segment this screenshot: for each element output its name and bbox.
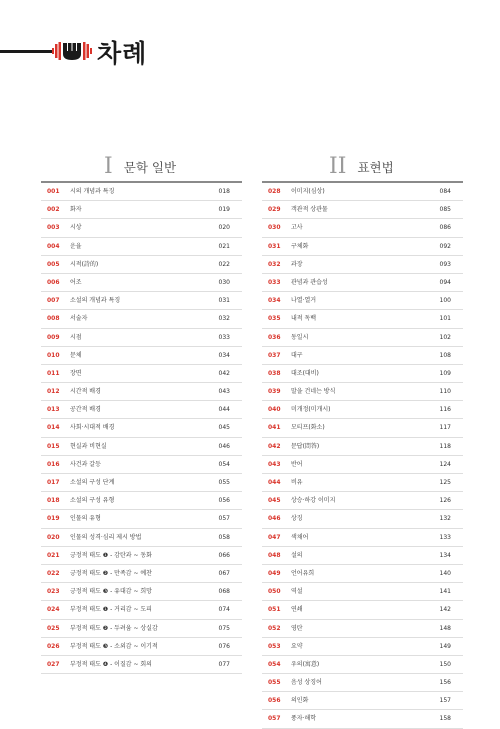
toc-entry-title: 연쇄 xyxy=(291,606,303,614)
toc-entry-title: 문체 xyxy=(70,351,82,359)
toc-row[interactable] xyxy=(262,329,463,347)
toc-entry-page: 020 xyxy=(218,224,230,232)
toc-entry-page: 058 xyxy=(218,533,230,541)
toc-entry-number: 015 xyxy=(47,442,60,450)
toc-entry-number: 057 xyxy=(268,715,281,723)
toc-entry-number: 049 xyxy=(268,569,281,577)
toc-row[interactable] xyxy=(41,310,242,328)
toc-entry-number: 053 xyxy=(268,642,281,650)
toc-entry-number: 047 xyxy=(268,533,281,541)
toc-row[interactable] xyxy=(41,401,242,419)
toc-entry-page: 141 xyxy=(439,588,451,596)
toc-entry-number: 020 xyxy=(47,533,60,541)
toc-row[interactable] xyxy=(262,438,463,456)
toc-row[interactable] xyxy=(262,583,463,601)
toc-entry-number: 001 xyxy=(47,188,60,195)
toc-entry-page: 046 xyxy=(218,442,230,450)
toc-entry-page: 102 xyxy=(439,333,451,341)
toc-entry-title: 음성 상징어 xyxy=(291,679,322,687)
toc-entry-number: 005 xyxy=(47,260,60,268)
toc-row[interactable] xyxy=(262,456,463,474)
toc-entry-page: 076 xyxy=(218,642,230,650)
toc-entry-page: 092 xyxy=(439,242,451,250)
toc-row[interactable] xyxy=(41,474,242,492)
toc-entry-page: 033 xyxy=(218,333,230,341)
toc-row[interactable] xyxy=(41,419,242,437)
toc-row[interactable] xyxy=(41,547,242,565)
toc-entry-title: 우의(寓意) xyxy=(291,660,320,668)
toc-row[interactable] xyxy=(262,565,463,583)
toc-row[interactable] xyxy=(41,256,242,274)
toc-entry-number: 033 xyxy=(268,278,281,286)
toc-entry-number: 024 xyxy=(47,606,60,614)
toc-entry-number: 003 xyxy=(47,224,60,232)
toc-entry-page: 042 xyxy=(218,369,230,377)
dumbbell-fist-icon xyxy=(52,39,92,63)
section-heading-expression xyxy=(329,154,394,178)
toc-entry-title: 시적(詩的) xyxy=(70,260,99,268)
section-title: 문학 일반 xyxy=(123,159,177,175)
header-rule xyxy=(0,50,52,53)
toc-entry-number: 014 xyxy=(47,424,60,432)
section-title: 표현법 xyxy=(357,159,394,175)
page-title: 차례 xyxy=(97,39,148,68)
toc-entry-title: 설의 xyxy=(291,551,303,559)
toc-entry-title: 상승·하강 이미지 xyxy=(291,497,336,505)
toc-entry-number: 054 xyxy=(268,660,281,668)
toc-entry-number: 030 xyxy=(268,224,281,232)
toc-entry-page: 149 xyxy=(439,642,451,650)
toc-entry-number: 051 xyxy=(268,606,281,614)
toc-entry-title: 영탄 xyxy=(291,624,303,632)
toc-entry-title: 시간적 배경 xyxy=(70,388,101,396)
toc-entry-title: 긍정적 태도 ❶ - 감탄과 ~ 동화 xyxy=(70,551,152,559)
toc-entry-title: 소설의 구성 유형 xyxy=(70,497,115,505)
toc-entry-title: 풍자·해학 xyxy=(291,715,317,723)
toc-entry-title: 소설의 구성 단계 xyxy=(70,479,115,486)
toc-row[interactable] xyxy=(262,183,463,201)
toc-entry-page: 055 xyxy=(218,479,230,486)
toc-entry-number: 022 xyxy=(47,569,60,577)
toc-entry-page: 031 xyxy=(218,297,230,305)
toc-row[interactable] xyxy=(41,565,242,583)
toc-entry-page: 125 xyxy=(439,479,451,486)
toc-entry-page: 022 xyxy=(218,260,230,268)
toc-entry-page: 068 xyxy=(218,588,230,596)
toc-entry-page: 057 xyxy=(218,515,230,523)
toc-row[interactable] xyxy=(262,674,463,692)
toc-entry-page: 077 xyxy=(218,660,230,668)
toc-entry-number: 028 xyxy=(268,188,281,195)
toc-entry-number: 009 xyxy=(47,333,60,341)
toc-entry-number: 031 xyxy=(268,242,281,250)
toc-entry-number: 036 xyxy=(268,333,281,341)
toc-entry-page: 044 xyxy=(218,406,230,414)
toc-entry-number: 042 xyxy=(268,442,281,450)
toc-row[interactable] xyxy=(262,601,463,619)
toc-entry-page: 133 xyxy=(439,533,451,541)
toc-entry-title: 시점 xyxy=(70,333,82,341)
toc-row[interactable] xyxy=(41,274,242,292)
toc-entry-number: 011 xyxy=(47,369,60,377)
toc-entry-title: 문답(問答) xyxy=(291,442,320,450)
toc-row[interactable] xyxy=(41,438,242,456)
toc-entry-title: 객관적 상관물 xyxy=(291,206,328,214)
toc-entry-number: 007 xyxy=(47,297,60,305)
toc-row[interactable] xyxy=(41,620,242,638)
toc-row[interactable] xyxy=(262,620,463,638)
roman-numeral: II xyxy=(329,154,347,179)
toc-row[interactable] xyxy=(41,601,242,619)
toc-entry-page: 101 xyxy=(439,315,451,323)
toc-entry-title: 동일시 xyxy=(291,333,309,341)
toc-entry-number: 029 xyxy=(268,206,281,214)
toc-entry-number: 044 xyxy=(268,479,281,486)
toc-entry-number: 045 xyxy=(268,497,281,505)
toc-entry-title: 반어 xyxy=(291,460,303,468)
toc-row[interactable] xyxy=(262,529,463,547)
toc-entry-page: 118 xyxy=(439,442,451,450)
toc-entry-page: 126 xyxy=(439,497,451,505)
toc-entry-title: 색채어 xyxy=(291,533,309,541)
toc-row[interactable] xyxy=(262,274,463,292)
toc-entry-number: 037 xyxy=(268,351,281,359)
toc-entry-number: 056 xyxy=(268,697,281,705)
toc-entry-page: 067 xyxy=(218,569,230,577)
toc-entry-title: 긍정적 태도 ❷ - 만족감 ~ 예찬 xyxy=(70,569,152,577)
toc-entry-page: 110 xyxy=(439,388,451,396)
toc-row[interactable] xyxy=(262,292,463,310)
toc-row[interactable] xyxy=(262,256,463,274)
toc-row[interactable] xyxy=(41,347,242,365)
toc-row[interactable] xyxy=(262,365,463,383)
toc-row[interactable] xyxy=(262,492,463,510)
toc-entry-number: 018 xyxy=(47,497,60,505)
toc-entry-title: 상징 xyxy=(291,515,303,523)
toc-entry-title: 나열·열거 xyxy=(291,297,317,305)
toc-entry-title: 부정적 태도 ❸ - 소외감 ~ 이기적 xyxy=(70,642,158,650)
toc-entry-title: 언어유희 xyxy=(291,569,315,577)
toc-entry-title: 관념과 관습성 xyxy=(291,278,328,286)
toc-row[interactable] xyxy=(41,329,242,347)
toc-entry-page: 093 xyxy=(439,260,451,268)
toc-list-expression xyxy=(262,181,463,729)
roman-numeral: I xyxy=(104,154,113,179)
toc-entry-number: 039 xyxy=(268,388,281,396)
toc-entry-page: 075 xyxy=(218,624,230,632)
toc-row[interactable] xyxy=(41,492,242,510)
toc-entry-page: 030 xyxy=(218,278,230,286)
toc-entry-title: 말을 건네는 방식 xyxy=(291,388,336,396)
toc-entry-number: 023 xyxy=(47,588,60,596)
toc-row[interactable] xyxy=(262,474,463,492)
toc-entry-page: 156 xyxy=(439,679,451,687)
toc-entry-title: 사회·시대적 배경 xyxy=(70,424,115,432)
toc-row[interactable] xyxy=(41,510,242,528)
toc-entry-page: 148 xyxy=(439,624,451,632)
toc-entry-title: 시의 개념과 특징 xyxy=(70,188,115,195)
toc-list-literature xyxy=(41,181,242,674)
toc-entry-page: 019 xyxy=(218,206,230,214)
toc-entry-title: 부정적 태도 ❹ - 이질감 ~ 회의 xyxy=(70,660,152,668)
toc-row[interactable] xyxy=(262,710,463,728)
toc-entry-title: 과장 xyxy=(291,260,303,268)
toc-row[interactable] xyxy=(262,638,463,656)
toc-entry-page: 116 xyxy=(439,406,451,414)
toc-row[interactable] xyxy=(262,219,463,237)
toc-row[interactable] xyxy=(41,383,242,401)
toc-entry-number: 041 xyxy=(268,424,281,432)
toc-entry-page: 018 xyxy=(218,188,230,195)
toc-entry-title: 인물의 성격·심리 제시 방법 xyxy=(70,533,142,541)
toc-row[interactable] xyxy=(41,219,242,237)
toc-entry-page: 086 xyxy=(439,224,451,232)
toc-entry-title: 고사 xyxy=(291,224,303,232)
toc-entry-title: 사건과 갈등 xyxy=(70,460,101,468)
toc-entry-page: 117 xyxy=(439,424,451,432)
toc-entry-title: 비유 xyxy=(291,479,303,486)
toc-entry-page: 132 xyxy=(439,515,451,523)
toc-row[interactable] xyxy=(41,583,242,601)
toc-entry-title: 내적 독백 xyxy=(291,315,317,323)
toc-entry-page: 054 xyxy=(218,460,230,468)
toc-entry-page: 158 xyxy=(439,715,451,723)
toc-entry-page: 134 xyxy=(439,551,451,559)
toc-entry-number: 004 xyxy=(47,242,60,250)
toc-entry-title: 역설 xyxy=(291,588,303,596)
toc-entry-number: 017 xyxy=(47,479,60,486)
toc-entry-page: 021 xyxy=(218,242,230,250)
toc-entry-title: 모티프(화소) xyxy=(291,424,325,432)
toc-entry-page: 066 xyxy=(218,551,230,559)
toc-entry-title: 장면 xyxy=(70,369,82,377)
toc-entry-number: 019 xyxy=(47,515,60,523)
toc-entry-title: 화자 xyxy=(70,206,82,214)
toc-entry-page: 056 xyxy=(218,497,230,505)
toc-entry-title: 긍정적 태도 ❸ - 유대감 ~ 희망 xyxy=(70,588,152,596)
toc-entry-title: 요약 xyxy=(291,642,303,650)
toc-entry-page: 034 xyxy=(218,351,230,359)
toc-entry-page: 043 xyxy=(218,388,230,396)
toc-entry-title: 운율 xyxy=(70,242,82,250)
toc-entry-title: 공간적 배경 xyxy=(70,406,101,414)
toc-entry-number: 046 xyxy=(268,515,281,523)
toc-entry-number: 040 xyxy=(268,406,281,414)
toc-entry-title: 구체화 xyxy=(291,242,309,250)
toc-entry-number: 026 xyxy=(47,642,60,650)
toc-entry-page: 124 xyxy=(439,460,451,468)
toc-entry-title: 이미지(심상) xyxy=(291,188,325,195)
toc-row[interactable] xyxy=(41,638,242,656)
toc-row[interactable] xyxy=(262,419,463,437)
toc-entry-number: 002 xyxy=(47,206,60,214)
toc-row[interactable] xyxy=(262,347,463,365)
toc-entry-number: 013 xyxy=(47,406,60,414)
toc-entry-title: 서술자 xyxy=(70,315,88,323)
toc-entry-number: 012 xyxy=(47,388,60,396)
toc-entry-number: 016 xyxy=(47,460,60,468)
toc-row[interactable] xyxy=(41,365,242,383)
toc-row[interactable] xyxy=(262,383,463,401)
toc-entry-page: 085 xyxy=(439,206,451,214)
toc-entry-title: 인물의 유형 xyxy=(70,515,101,523)
toc-entry-number: 032 xyxy=(268,260,281,268)
toc-entry-number: 050 xyxy=(268,588,281,596)
header xyxy=(0,36,240,66)
toc-entry-page: 109 xyxy=(439,369,451,377)
toc-row[interactable] xyxy=(41,292,242,310)
toc-entry-number: 048 xyxy=(268,551,281,559)
toc-entry-page: 084 xyxy=(439,188,451,195)
toc-entry-number: 038 xyxy=(268,369,281,377)
toc-entry-title: 미개정(미개시) xyxy=(291,406,331,414)
toc-entry-title: 대조(대비) xyxy=(291,369,319,377)
toc-entry-number: 035 xyxy=(268,315,281,323)
section-heading-literature xyxy=(104,154,176,178)
toc-entry-page: 108 xyxy=(439,351,451,359)
toc-entry-title: 현실과 비현실 xyxy=(70,442,107,450)
toc-entry-number: 052 xyxy=(268,624,281,632)
toc-row[interactable] xyxy=(262,238,463,256)
toc-row[interactable] xyxy=(41,238,242,256)
toc-entry-title: 대구 xyxy=(291,351,303,359)
toc-row[interactable] xyxy=(41,656,242,674)
toc-row[interactable] xyxy=(41,529,242,547)
toc-entry-page: 032 xyxy=(218,315,230,323)
toc-entry-title: 부정적 태도 ❶ - 거리감 ~ 도피 xyxy=(70,606,152,614)
toc-entry-number: 025 xyxy=(47,624,60,632)
toc-entry-number: 055 xyxy=(268,679,281,687)
toc-entry-page: 094 xyxy=(439,278,451,286)
toc-row[interactable] xyxy=(262,656,463,674)
toc-row[interactable] xyxy=(41,183,242,201)
toc-entry-page: 074 xyxy=(218,606,230,614)
toc-entry-number: 010 xyxy=(47,351,60,359)
toc-row[interactable] xyxy=(262,201,463,219)
toc-row[interactable] xyxy=(262,510,463,528)
toc-entry-title: 소설의 개념과 특징 xyxy=(70,297,121,305)
toc-entry-page: 150 xyxy=(439,660,451,668)
toc-entry-number: 027 xyxy=(47,660,60,668)
toc-row[interactable] xyxy=(262,401,463,419)
toc-entry-page: 045 xyxy=(218,424,230,432)
toc-entry-number: 021 xyxy=(47,551,60,559)
toc-entry-number: 034 xyxy=(268,297,281,305)
toc-entry-number: 008 xyxy=(47,315,60,323)
toc-entry-title: 어조 xyxy=(70,278,82,286)
toc-entry-number: 043 xyxy=(268,460,281,468)
toc-entry-page: 100 xyxy=(439,297,451,305)
toc-row[interactable] xyxy=(41,456,242,474)
toc-entry-page: 157 xyxy=(439,697,451,705)
toc-entry-number: 006 xyxy=(47,278,60,286)
toc-row[interactable] xyxy=(262,547,463,565)
toc-entry-page: 140 xyxy=(439,569,451,577)
toc-entry-title: 의인화 xyxy=(291,697,309,705)
toc-entry-title: 부정적 태도 ❷ - 두려움 ~ 상실감 xyxy=(70,624,158,632)
toc-entry-page: 142 xyxy=(439,606,451,614)
toc-entry-title: 시상 xyxy=(70,224,82,232)
toc-row[interactable] xyxy=(41,201,242,219)
toc-row[interactable] xyxy=(262,692,463,710)
toc-row[interactable] xyxy=(262,310,463,328)
